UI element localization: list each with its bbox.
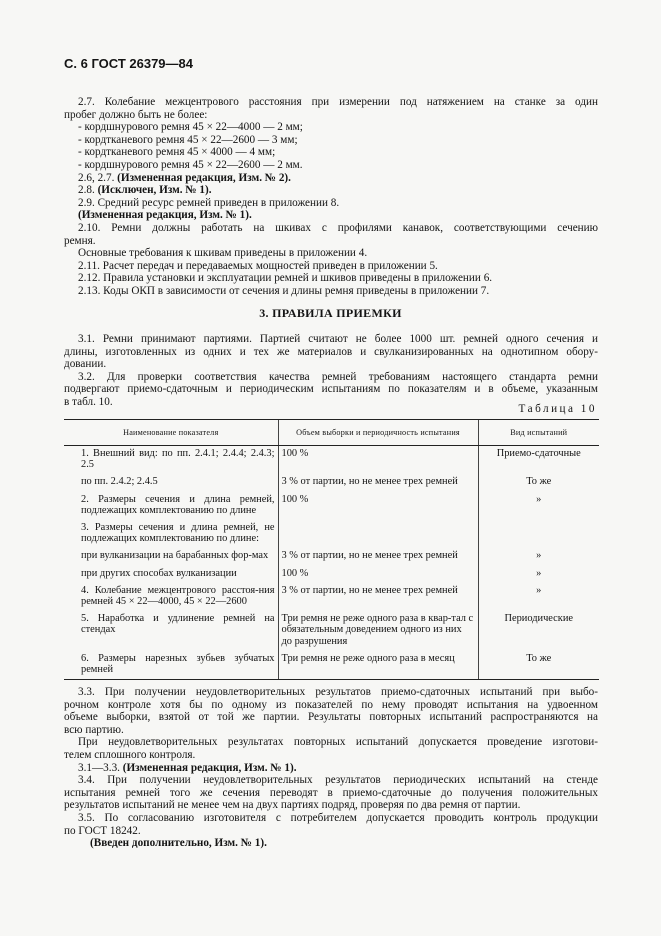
indicator-cell — [64, 566, 278, 583]
table-row — [64, 474, 599, 491]
indicator-text: 6. Размеры нарезных зубьев зубчатых ремней — [81, 652, 275, 676]
table-row — [64, 566, 599, 583]
amendment-note: (Введен дополнительно, Изм. № 1). — [90, 837, 267, 850]
indicator-text: 5. Наработка и удлинение ремней на стендах — [81, 613, 275, 636]
table-caption: Таблица 10 — [518, 403, 597, 415]
test-kind-cell: » — [478, 566, 599, 583]
volume-cell: 100 % — [278, 446, 478, 475]
paragraph-2-8 — [64, 184, 598, 197]
test-kind-cell — [478, 520, 599, 548]
list-item: - кордтканевого ремня 45 × 4000 — 4 мм; — [78, 146, 276, 159]
list-item-text: кордтканевого ремня 45 × 22—2600 — 3 мм; — [84, 133, 298, 146]
amendment-ref: 3.1—3.3. — [78, 761, 120, 774]
list-item: - кордшнурового ремня 45 × 22—4000 — 2 мм; — [78, 121, 303, 134]
column-header-test-kind: Вид испытаний — [478, 420, 599, 446]
volume-cell: 3 % от партии, но не менее трех ремней — [278, 583, 478, 611]
section-3-title: 3. ПРАВИЛА ПРИЕМКИ — [259, 306, 402, 320]
test-kind-cell: » — [478, 492, 599, 520]
column-header-volume: Объем выборки и периодичность испытания — [278, 420, 478, 446]
amendment-note — [64, 762, 598, 775]
indicator-cell — [64, 474, 278, 491]
volume-cell: 100 % — [278, 566, 478, 583]
paragraph-2-10: 2.10. Ремни должны работать на шкивах с профилями канавок, соответствующими сечению — [78, 221, 598, 234]
table-10 — [64, 419, 599, 680]
paragraph-2-10-line2: ремня. — [64, 234, 96, 247]
indicator-text: 2. Размеры сечения и длина ремней, подлежащих комплектованию по длине — [81, 493, 275, 516]
indicator-text: 4. Колебание межцентрового расстоя-ния ремней 45 × 22—4000, 45 × 22—2600 — [81, 584, 275, 608]
paragraph-3-3-line2: рочном контроле хотя бы по одному из показателей по нему проводят испытания на удвоенном — [64, 698, 598, 711]
test-kind-cell: То же — [478, 474, 599, 491]
test-kind-cell: То же — [478, 651, 599, 680]
indicator-cell — [64, 583, 278, 611]
paragraph-3-3: 3.3. При получении неудовлетворительных результатов приемо-сдаточных испытаний при выбо- — [78, 686, 598, 698]
paragraph-3-2: 3.2. Для проверки соответствия качества ремней требованиям настоящего стандарта ремни — [78, 370, 598, 383]
test-kind-cell: » — [478, 548, 599, 565]
paragraph-2-12: 2.12. Правила установки и эксплуатации ремней и шкивов приведены в приложении 6. — [78, 272, 493, 285]
volume-cell: 3 % от партии, но не менее трех ремней — [278, 474, 478, 491]
test-kind-cell: Приемо-сдаточные — [478, 446, 599, 475]
column-header-indicator: Наименование показателя — [64, 420, 278, 446]
indicator-text: при других способах вулканизации — [81, 567, 237, 579]
indicator-cell — [64, 520, 278, 548]
list-item: - кордшнурового ремня 45 × 22—2600 — 2 мм. — [78, 158, 303, 171]
indicator-cell — [64, 548, 278, 565]
table-row — [64, 548, 599, 565]
amendment-note — [64, 172, 598, 185]
list-item-text: кордшнурового ремня 45 × 22—2600 — 2 мм. — [84, 158, 303, 171]
amendment-note: (Измененная редакция, Изм. № 1). — [78, 209, 252, 222]
test-kind-cell: Периодические — [478, 611, 599, 651]
paragraph-2-7-line2: пробег должно быть не более: — [64, 108, 208, 121]
paragraph-3-2-line3: в табл. 10. — [64, 395, 113, 408]
paragraph-3-2-line2: подвергают приемо-сдаточным и периодическим испытаниям по показателям и в объеме, указанным — [64, 383, 598, 396]
paragraph-2-9: 2.9. Средний ресурс ремней приведен в приложении 8. — [78, 196, 340, 209]
paragraph-3-4: 3.4. При получении неудовлетворительных результатов периодических испытаний на стенде — [78, 774, 598, 787]
volume-cell — [278, 520, 478, 548]
indicator-text: 3. Размеры сечения и длина ремней, не подлежащих комплектованию по длине: — [81, 522, 275, 545]
paragraph-3-4-line2: испытания ремней того же сечения переводят в приемо-сдаточные до получения положительных — [64, 786, 598, 799]
paragraph-3-3-line4: всю партию. — [64, 723, 124, 736]
paragraph-3-3-line3: объеме выборки, взятой от той же партии. Результаты повторных испытаний распространяются на — [64, 711, 598, 724]
table-row — [64, 520, 599, 548]
amendment-ref: 2.6, 2.7. — [78, 171, 115, 184]
volume-cell: 100 % — [278, 492, 478, 520]
table-row — [64, 492, 599, 520]
indicator-cell — [64, 492, 278, 520]
list-item-text: кордтканевого ремня 45 × 4000 — 4 мм; — [84, 146, 276, 159]
paragraph-3-5: 3.5. По согласованию изготовителя с потребителем допускается проводить контроль продукции — [78, 811, 598, 824]
paragraph-3-1-line3: довании. — [64, 358, 107, 371]
section-2-continuation — [64, 96, 598, 298]
section-3-intro — [64, 333, 598, 409]
indicator-cell — [64, 611, 278, 651]
table-row — [64, 651, 599, 680]
paragraph-3-3b: При неудовлетворительных результатах повторных испытаний допускается проведение изготови- — [78, 736, 598, 749]
page-header: С. 6 ГОСТ 26379—84 — [64, 56, 193, 71]
list-item: - кордтканевого ремня 45 × 22—2600 — 3 мм; — [78, 133, 298, 146]
paragraph-3-1-line2: длины, изготовленных из одних и тех же материалов и свулканизированных на однотипном обору- — [64, 345, 598, 358]
paragraph-2-7: 2.7. Колебание межцентрового расстояния при измерении под натяжением на станке за один — [78, 96, 598, 108]
indicator-text: по пп. 2.4.2; 2.4.5 — [81, 476, 158, 488]
indicator-text: при вулканизации на барабанных фор-мах — [81, 550, 269, 562]
indicator-cell — [64, 446, 278, 475]
volume-cell: Три ремня не реже одного раза в месяц — [278, 651, 478, 680]
excluded-note: (Исключен, Изм. № 1). — [97, 184, 212, 197]
section-3-continuation — [64, 686, 598, 850]
table-row — [64, 611, 599, 651]
volume-cell: Три ремня не реже одного раза в квар-тал с обязательным доведением одного из них до разрушения — [278, 611, 478, 651]
paragraph-2-13: 2.13. Коды ОКП в зависимости от сечения и длины ремня приведены в приложении 7. — [78, 284, 490, 297]
indicator-cell — [64, 651, 278, 680]
paragraph-3-1: 3.1. Ремни принимают партиями. Партией считают не более 1000 шт. ремней одного сечения и — [78, 333, 598, 345]
amendment-text: (Измененная редакция, Изм. № 1). — [122, 761, 297, 774]
paragraph-3-5-line2: по ГОСТ 18242. — [64, 824, 141, 837]
volume-cell: 3 % от партии, но не менее трех ремней — [278, 548, 478, 565]
paragraph-2-11: 2.11. Расчет передач и передаваемых мощностей приведен в приложении 5. — [78, 259, 438, 272]
paragraph-basic-requirements: Основные требования к шкивам приведены в приложении 4. — [78, 247, 368, 260]
amendment-text: (Измененная редакция, Изм. № 2). — [117, 171, 291, 184]
table-header-row — [64, 420, 599, 446]
table-row — [64, 446, 599, 475]
paragraph-3-3b-line2: телем сплошного контроля. — [64, 748, 196, 761]
paragraph-3-4-line3: результатов испытаний не менее чем на двух партиях подряд, проверяя по два ремня от партии. — [64, 799, 521, 812]
table-row — [64, 583, 599, 611]
list-item-text: кордшнурового ремня 45 × 22—4000 — 2 мм; — [84, 121, 303, 134]
indicator-text: 1. Внешний вид: по пп. 2.4.1; 2.4.4; 2.4.3; 2.5 — [81, 448, 275, 471]
test-kind-cell: » — [478, 583, 599, 611]
paragraph-number: 2.8. — [78, 184, 95, 197]
